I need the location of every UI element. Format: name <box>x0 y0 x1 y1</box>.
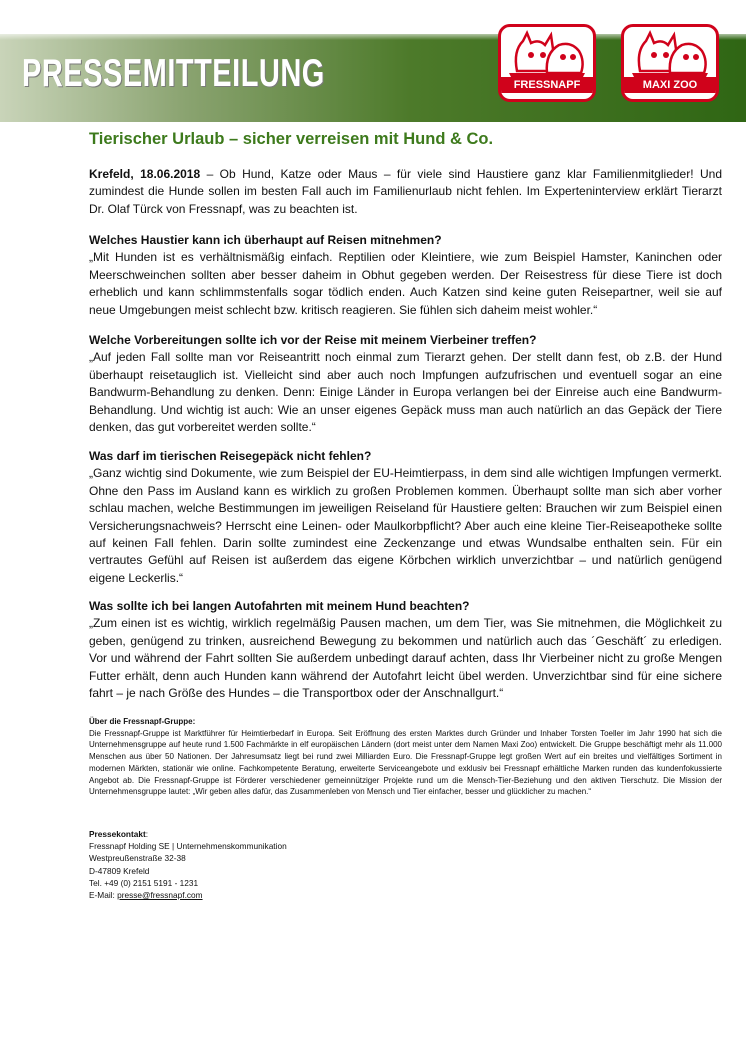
logo-label: MAXI ZOO <box>624 77 716 93</box>
contact-heading: Pressekontakt <box>89 829 146 839</box>
contact-line: Fressnapf Holding SE | Unternehmenskommunikation <box>89 841 287 852</box>
intro-text: – Ob Hund, Katze oder Maus – für viele sind Haustiere ganz klar Familienmitglieder! Und zumindest die Hunde sollen im besten Fall auch im Familienurlaub nicht fehlen. Im Experteninterview erklärt Tierarzt Dr. Olaf Türck von Fressnapf, was zu beachten ist. <box>89 167 722 216</box>
interview-section <box>89 448 722 587</box>
section-question: Was sollte ich bei langen Autofahrten mit meinem Hund beachten? <box>89 599 470 613</box>
header-title: PRESSEMITTEILUNG <box>22 52 325 96</box>
section-answer: „Mit Hunden ist es verhältnismäßig einfach. Reptilien oder Kleintiere, wie zum Beispiel Hamster, Kaninchen oder Meerschweinchen sollten aber besser daheim in Obhut gegeben werden. Der Reisestress für diese Tiere ist doch erheblich und kann schlimmstenfalls sogar tödlich enden. Auch Katzen sind keine guten Reisepartner, weil sie auf neue Umgebungen meist schlecht bzw. kritisch reagieren. Sie fühlen sich daheim meist wohler.“ <box>89 250 722 317</box>
email-link[interactable]: presse@fressnapf.com <box>117 890 203 901</box>
about-text: Die Fressnapf-Gruppe ist Marktführer für Heimtierbedarf in Europa. Seit Eröffnung des ersten Marktes durch Gründer und Inhaber Torsten Toeller im Jahr 1990 hat sich die Unternehmensgruppe auf heute rund 1.500 Fachmärkte in elf europäischen Ländern (dort meist unter dem Namen Maxi Zoo) entwickelt. Die Gruppe beschäftigt mehr als 11.000 Menschen aus über 50 Nationen. Der Jahresumsatz liegt bei rund zwei Milliarden Euro. Die Fressnapf-Gruppe legt großen Wert auf ein breites und vielfältiges Sortiment in modernen Märkten, stationär wie online. Fachkompetente Beratung, erweiterte Serviceangebote und exklusiv bei Fressnapf erhältliche Marken runden das kundenfokussierte Angebot ab. Die Fressnapf-Gruppe ist Förderer verschiedener gemeinnütziger Projekte rund um die Mensch-Tier-Beziehung und den aktiven Tierschutz. Die Mission der Unternehmensgruppe lautet: „Wir geben alles dafür, das Zusammenleben von Mensch und Tier einfacher, besser und glücklicher zu machen.“ <box>89 728 722 797</box>
section-answer: „Ganz wichtig sind Dokumente, wie zum Beispiel der EU-Heimtierpass, in dem sind alle wichtigen Impfungen vermerkt. Ohne den Pass im Ausland kann es wirklich zu großen Problemen kommen. Überhaupt sollte man sich aber vorher schlau machen, welche Bestimmungen im jeweiligen Reiseland für Haustiere gelten: Brauchen wir zum Beispiel einen Versicherungsnachweis? Herrscht eine Leinen- oder Maulkorbpflicht? Aber auch eine kleine Tier-Reiseapotheke sollte auf keinen Fall fehlen. Darin sollte zumindest eine Zeckenzange und etwas Wundsalbe enthalten sein. Für ein vertrautes Gefühl auf Reisen ist außerdem das eigene Körbchen wirklich unverzichtbar – und natürlich genügend eigene Leckerlis.“ <box>89 466 722 585</box>
document-title: Tierischer Urlaub – sicher verreisen mit Hund & Co. <box>89 130 494 148</box>
section-question: Welche Vorbereitungen sollte ich vor der Reise mit meinem Vierbeiner treffen? <box>89 333 537 347</box>
interview-section <box>89 332 722 436</box>
interview-section <box>89 232 722 319</box>
section-question: Was darf im tierischen Reisegepäck nicht fehlen? <box>89 449 372 463</box>
intro-paragraph <box>89 166 722 218</box>
logo-label: FRESSNAPF <box>501 77 593 93</box>
contact-line: Tel. +49 (0) 2151 5191 - 1231 <box>89 877 199 888</box>
contact-line: D-47809 Krefeld <box>89 865 150 876</box>
section-answer: „Auf jeden Fall sollte man vor Reiseantritt noch einmal zum Tierarzt gehen. Der stellt dann fest, ob z.B. der Hund überhaupt reisetauglich ist. Vielleicht sind aber auch noch Impfungen aufzufrischen und eventuell sogar an eine Bandwurm-Behandlung zu denken. Denn: Einige Länder in Europa verlangen bei der Einreise auch eine Bandwurm-Behandlung. Und wichtig ist auch: Wie an unser eigenes Gepäck muss man auch natürlich an das Gepäck der Tiere denken, das gut vorbereitet werden sollte.“ <box>89 350 722 435</box>
interview-section <box>89 598 722 702</box>
section-answer: „Zum einen ist es wichtig, wirklich regelmäßig Pausen machen, um dem Tier, was Sie mitnehmen, die Möglichkeit zu geben, genügend zu trinken, ausreichend Bewegung zu bekommen und natürlich auch das ´Geschäft´ zu erledigen. Vor und während der Fahrt sollten Sie außerdem unbedingt darauf achten, dass Ihr Vierbeiner nicht zu große Mengen Futter erhält, denn auch Hunden kann während der Autofahrt leicht übel werden. Unverzichtbar sind für eine sichere fahrt – je nach Größe des Hundes – die Transportbox oder der Anschnallgurt.“ <box>89 616 722 701</box>
contact-colon: : <box>145 829 149 839</box>
fressnapf-logo <box>498 24 596 102</box>
email-label: E-Mail: <box>89 890 118 901</box>
maxi-zoo-logo <box>621 24 719 102</box>
about-heading: Über die Fressnapf-Gruppe: <box>89 717 196 726</box>
about-company <box>89 716 722 798</box>
contact-line: Westpreußenstraße 32-38 <box>89 853 186 864</box>
section-question: Welches Haustier kann ich überhaupt auf Reisen mitnehmen? <box>89 233 442 247</box>
press-contact <box>89 828 287 901</box>
dateline: Krefeld, 18.06.2018 <box>89 167 201 181</box>
